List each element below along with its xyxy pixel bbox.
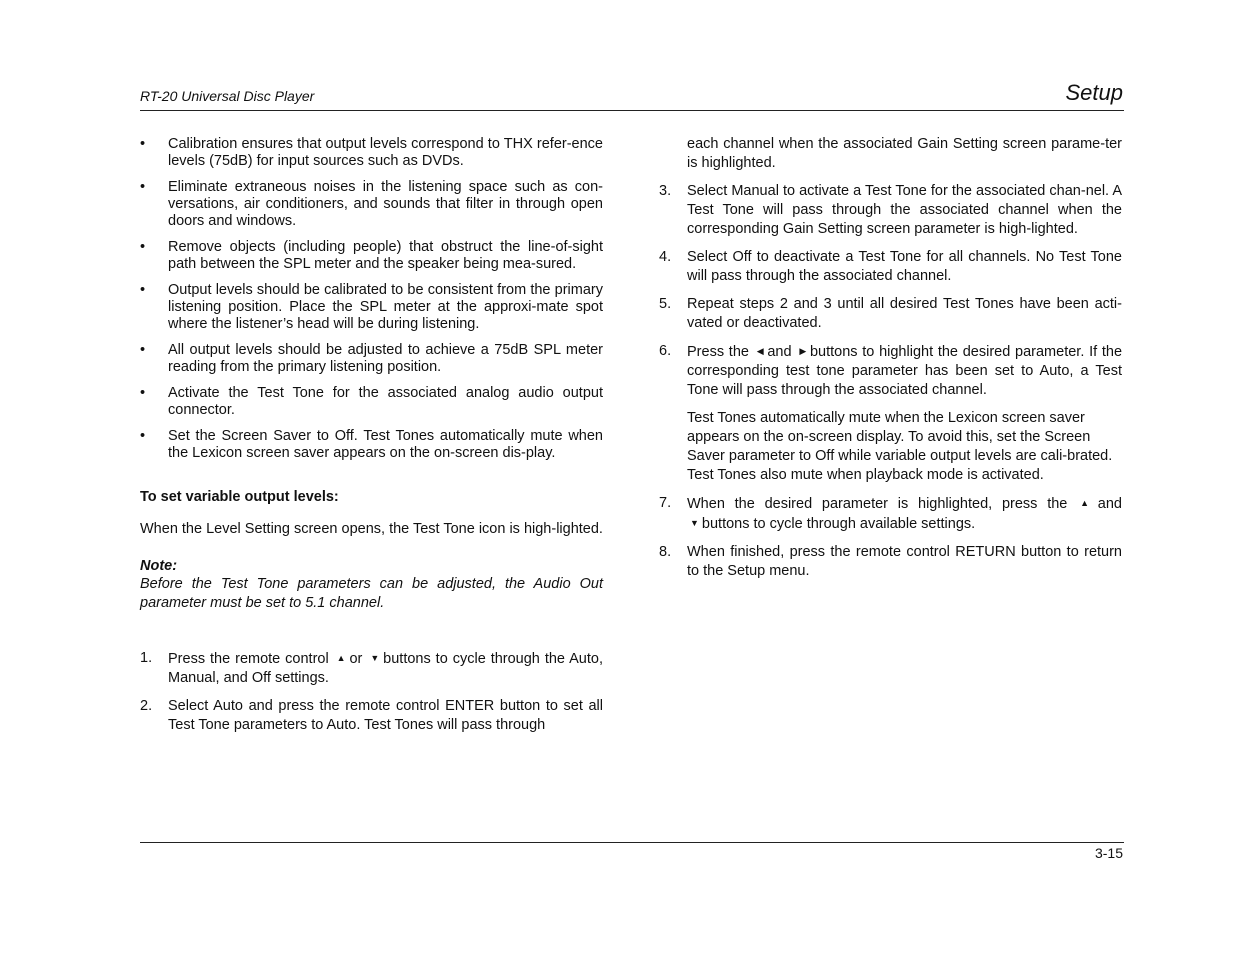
- intro-paragraph: When the Level Setting screen opens, the Test Tone icon is high-lighted.: [140, 521, 603, 537]
- list-item: • Output levels should be calibrated to be consistent from the primary listening position. Place the SPL meter at the approxi-mate spot where the listener’s head will be during listening.: [140, 282, 603, 332]
- procedure-heading: To set variable output levels:: [140, 489, 339, 505]
- section-title: Setup: [1065, 80, 1123, 105]
- step-number: 1.: [140, 650, 153, 666]
- step-1: 1. Press the remote control ▲ or ▼ buttons to cycle through the Auto, Manual, and Off settings.: [140, 650, 603, 686]
- step-number: 8.: [659, 544, 672, 560]
- list-item: • Calibration ensures that output levels correspond to THX refer-ence levels (75dB) for input sources such as DVDs.: [140, 136, 603, 169]
- down-arrow-icon: ▼: [370, 653, 381, 663]
- list-item: • All output levels should be adjusted to achieve a 75dB SPL meter reading from the primary listening position.: [140, 342, 603, 375]
- bullet-icon: •: [140, 342, 146, 358]
- running-header-title: RT-20 Universal Disc Player: [140, 88, 315, 104]
- bullet-icon: •: [140, 136, 146, 152]
- step-2-continued: each channel when the associated Gain Setting screen parame-ter is highlighted.: [687, 136, 1122, 171]
- step-7: 7. When the desired parameter is highlighted, press the ▲ and ▼ buttons to cycle through available settings.: [659, 495, 1122, 532]
- bullet-icon: •: [140, 239, 146, 255]
- step-number: 7.: [659, 495, 672, 511]
- bullet-icon: •: [140, 428, 146, 444]
- up-arrow-icon: ▲: [1080, 498, 1095, 508]
- list-item: • Remove objects (including people) that obstruct the line-of-sight path between the SPL meter and the speaker being mea-sured.: [140, 239, 603, 272]
- up-arrow-icon: ▲: [336, 653, 347, 663]
- page-number: 3-15: [1094, 845, 1123, 861]
- step-number: 5.: [659, 296, 672, 312]
- step-6-note: Test Tones automatically mute when the Lexicon screen saver appears on the on-screen display. To avoid this, set the Screen Saver parameter to Off while variable output levels are cali-brated. Test Tones also mute when playback mode is activated.: [687, 410, 1113, 483]
- step-number: 6.: [659, 343, 672, 359]
- step-6: 6. Press the ◀ and ▶ buttons to highlight the desired parameter. If the corresponding test tone parameter has been set to Auto, a Test Tone will pass through the associated channel.: [659, 343, 1123, 398]
- step-2: 2. Select Auto and press the remote control ENTER button to set all Test Tone parameters to Auto. Test Tones will pass through: [140, 698, 603, 733]
- right-arrow-icon: ▶: [799, 346, 807, 356]
- down-arrow-icon: ▼: [690, 518, 699, 528]
- list-item: • Eliminate extraneous noises in the listening space such as con-versations, air conditioners, and sounds that filter in through open doors and windows.: [140, 179, 603, 229]
- step-5: 5. Repeat steps 2 and 3 until all desired Test Tones have been acti-vated or deactivated.: [659, 296, 1122, 331]
- footer-rule: [140, 842, 1124, 843]
- list-item: • Activate the Test Tone for the associated analog audio output connector.: [140, 385, 603, 418]
- step-4: 4. Select Off to deactivate a Test Tone for all channels. No Test Tone will pass through the associated channel.: [659, 249, 1122, 284]
- step-8: 8. When finished, press the remote control RETURN button to return to the Setup menu.: [659, 544, 1122, 579]
- step-number: 4.: [659, 249, 672, 265]
- header-rule: [140, 110, 1124, 111]
- note-text: Before the Test Tone parameters can be adjusted, the Audio Out parameter must be set to 5.1 channel.: [140, 576, 603, 611]
- bullet-icon: •: [140, 282, 146, 298]
- note-label: Note:: [140, 558, 178, 574]
- step-3: 3. Select Manual to activate a Test Tone for the associated chan-nel. A Test Tone will pass through the associated channel when the corresponding Gain Setting screen parameter is high-lighted.: [659, 183, 1122, 237]
- left-column: [140, 136, 603, 744]
- right-column: [659, 136, 1122, 590]
- list-item: • Set the Screen Saver to Off. Test Tones automatically mute when the Lexicon screen saver appears on the on-screen dis-play.: [140, 428, 603, 461]
- left-arrow-icon: ◀: [756, 346, 765, 356]
- bullet-icon: •: [140, 385, 146, 401]
- step-number: 2.: [140, 698, 153, 714]
- bullet-list: [140, 136, 603, 462]
- bullet-icon: •: [140, 179, 146, 195]
- step-number: 3.: [659, 183, 672, 199]
